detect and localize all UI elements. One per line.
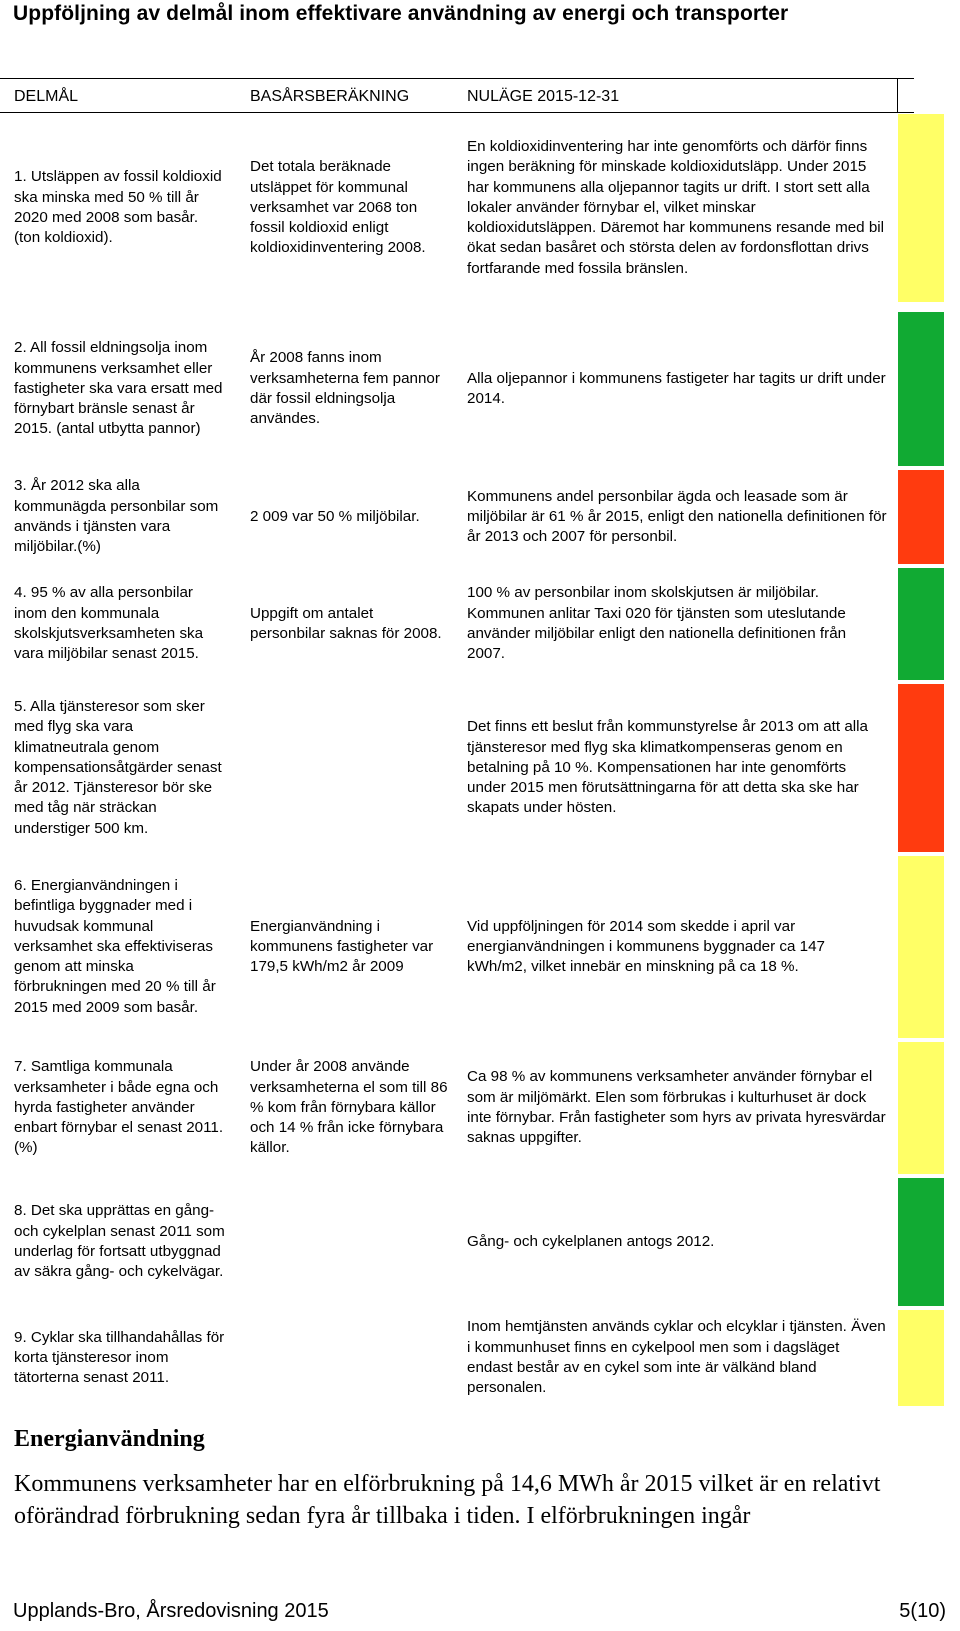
table-top-rule	[0, 78, 914, 79]
table-row-7-goal: 7. Samtliga kommunala verksamheter i både egna och hyrda fastigheter använder enbart förnybar el senast 2011. (%)	[14, 1058, 224, 1157]
status-indicator-9	[898, 1310, 944, 1406]
table-row-1-goal: 1. Utsläppen av fossil koldioxid ska minska med 50 % till år 2020 med 2008 som basår. (ton koldioxid).	[14, 168, 222, 247]
header-baseline: BASÅRSBERÄKNING	[250, 88, 410, 105]
table-row-2-goal: 2. All fossil eldningsolja inom kommunens verksamhet eller fastigheter ska vara ersatt med förnybart bränsle senast år 2015. (antal utbytta pannor)	[14, 339, 223, 438]
table-row-1-baseline: Det totala beräknade utsläppet för kommunal verksamhet var 2068 ton fossil koldioxid enligt koldioxidinventering 2008.	[250, 158, 426, 257]
table-row-3-goal: 3. År 2012 ska alla kommunägda personbilar som används i tjänsten vara miljöbilar.(%)	[14, 477, 219, 556]
table-row-9-baseline	[250, 1312, 450, 1404]
page-title: Uppföljning av delmål inom effektivare användning av energi och transporter	[13, 2, 789, 25]
table-row-6-baseline: Energianvändning i kommunens fastigheter var 179,5 kWh/m2 år 2009	[250, 917, 434, 976]
table-row-4-status: 100 % av personbilar inom skolskjutsen är miljöbilar. Kommunen anlitar Taxi 020 för tjänsten som uteslutande använder miljöbilar enligt den nationella definitionen från 2007.	[467, 584, 847, 663]
body-paragraph: Kommunens verksamheter har en elförbrukning på 14,6 MWh år 2015 vilket är en relativt oförändrad förbrukning sedan fyra år tillbaka i tiden. I elförbrukningen ingår	[14, 1471, 881, 1529]
table-row-9-status: Inom hemtjänsten används cyklar och elcyklar i tjänsten. Även i kommunhuset finns en cykelpool men som i dagsläget endast består av en cykel som inte är välkänd bland personalen.	[467, 1318, 886, 1397]
table-row-1-status: En koldioxidinventering har inte genomförts och därför finns ingen beräkning för minskade koldioxidutsläpp. Under 2015 har kommunens alla oljepannor tagits ur drift. I stort sett alla lokaler använder förnybar el, vilket minskar koldioxidutsläppen. Däremot har kommunens resande med bil ökat sedan basåret och största delen av fordonsflottan drivs fortfarande med fossila bränslen.	[467, 137, 885, 277]
status-indicator-6	[898, 856, 944, 1038]
status-indicator-4	[898, 568, 944, 680]
table-row-2-status: Alla oljepannor i kommunens fastigeter har tagits ur drift under 2014.	[467, 369, 886, 407]
section-heading: Energianvändning	[14, 1426, 205, 1452]
status-indicator-5	[898, 684, 944, 852]
table-row-4-goal: 4. 95 % av alla personbilar inom den kommunala skolskjutsverksamheten ska vara miljöbilar senast 2015.	[14, 584, 204, 663]
table-row-5-baseline	[250, 686, 450, 850]
table-row-8-baseline	[250, 1180, 450, 1304]
table-header-rule	[0, 112, 914, 113]
table-row-7-baseline: Under år 2008 använde verksamheterna el som till 86 % kom från förnybara källor och 14 % från icke förnybara källor.	[250, 1058, 448, 1157]
status-indicator-8	[898, 1178, 944, 1306]
table-row-6-goal: 6. Energianvändningen i befintliga byggnader med i huvudsak kommunal verksamhet ska effektiviseras genom att minska förbrukningen med 20 % till år 2015 med 2009 som basår.	[14, 876, 216, 1016]
table-row-8-goal: 8. Det ska upprättas en gång- och cykelplan senast 2011 som underlag för fortsatt utbyggnad av säkra gång- och cykelvägar.	[14, 1202, 225, 1281]
table-row-8-status: Gång- och cykelplanen antogs 2012.	[467, 1232, 715, 1250]
table-row-4-baseline: Uppgift om antalet personbilar saknas för 2008.	[250, 604, 442, 642]
status-indicator-7	[898, 1042, 944, 1174]
table-row-5-goal: 5. Alla tjänsteresor som sker med flyg ska vara klimatneutrala genom kompensationsåtgärder senast år 2012. Tjänsteresor bör ske med tåg när sträckan understiger 500 km.	[14, 697, 222, 837]
table-row-2-baseline: År 2008 fanns inom verksamheterna fem pannor där fossil eldningsolja användes.	[250, 349, 440, 428]
table-row-5-status: Det finns ett beslut från kommunstyrelse år 2013 om att alla tjänsteresor med flyg ska klimatkompenseras genom en betalning på 10 %. Kompensationen har inte genomförts under 2015 men förutsättningarna för att detta ska ske har skapats under hösten.	[467, 718, 868, 817]
status-indicator-3	[898, 470, 944, 564]
status-indicator-1	[898, 114, 944, 302]
table-row-3-status: Kommunens andel personbilar ägda och leasade som är miljöbilar är 61 % år 2015, enligt den nationella definitionen för år 2013 och 2007 för personbil.	[467, 487, 887, 546]
header-status: NULÄGE 2015-12-31	[467, 88, 620, 105]
table-row-6-status: Vid uppföljningen för 2014 som skedde i april var energianvändningen i kommunens byggnader ca 147 kWh/m2, vilket innebär en minskning på ca 18 %.	[467, 917, 826, 976]
table-row-9-goal: 9. Cyklar ska tillhandahållas för korta tjänsteresor inom tätorterna senast 2011.	[14, 1328, 225, 1387]
table-row-3-baseline: 2 009 var 50 % miljöbilar.	[250, 507, 420, 525]
footer-document-title: Upplands-Bro, Årsredovisning 2015	[13, 1600, 329, 1622]
status-indicator-2	[898, 312, 944, 466]
status-column-divider	[897, 78, 898, 112]
header-goal: DELMÅL	[14, 88, 79, 105]
table-row-7-status: Ca 98 % av kommunens verksamheter använder förnybar el som är miljömärkt. Elen som förbrukas i kulturhuset är dock inte förnybar. Från fastigheter som hyrs av privata hyresvärdar saknas uppgifter.	[467, 1068, 886, 1147]
footer-page-number: 5(10)	[899, 1600, 946, 1622]
